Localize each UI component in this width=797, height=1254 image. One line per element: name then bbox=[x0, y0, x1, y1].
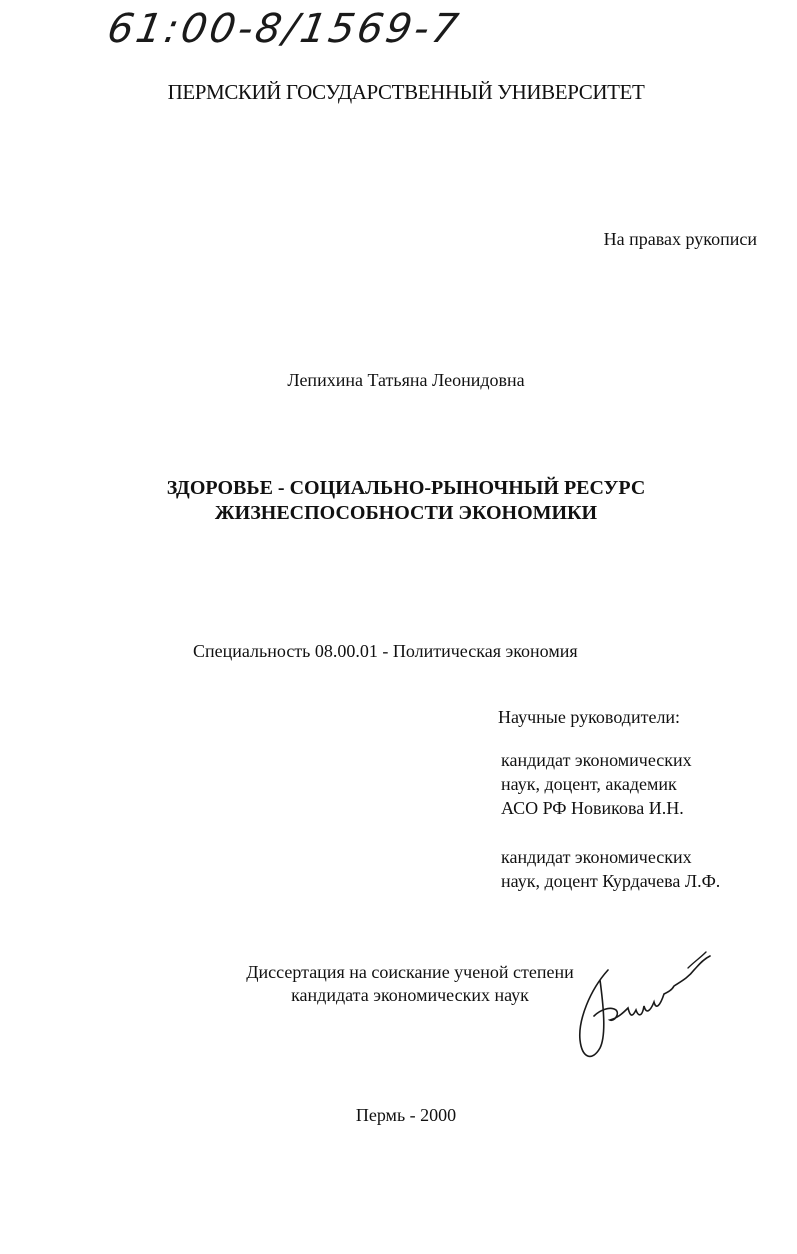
specialty: Специальность 08.00.01 - Политическая экономия bbox=[193, 641, 578, 661]
supervisor-first-line-3: АСО РФ Новикова И.Н. bbox=[501, 798, 684, 818]
degree-line-2: кандидата экономических наук bbox=[291, 985, 529, 1005]
handwritten-signature-icon bbox=[570, 940, 720, 1065]
title-line-1: ЗДОРОВЬЕ - СОЦИАЛЬНО-РЫНОЧНЫЙ РЕСУРС bbox=[166, 477, 646, 499]
supervisors-heading: Научные руководители: bbox=[498, 707, 681, 727]
supervisor-first bbox=[501, 748, 692, 820]
author-name: Лепихина Татьяна Леонидовна bbox=[287, 370, 525, 390]
rights-note: На правах рукописи bbox=[603, 229, 757, 249]
dissertation-title bbox=[0, 476, 797, 526]
supervisor-second bbox=[501, 845, 720, 893]
supervisor-second-line-2: наук, доцент Курдачева Л.Ф. bbox=[501, 871, 721, 891]
degree-statement bbox=[200, 961, 620, 1007]
city-year: Пермь - 2000 bbox=[355, 1105, 457, 1125]
archive-code: 61:00-8/1569-7 bbox=[103, 6, 465, 52]
university-name: ПЕРМСКИЙ ГОСУДАРСТВЕННЫЙ УНИВЕРСИТЕТ bbox=[167, 80, 645, 104]
supervisor-first-line-1: кандидат экономических bbox=[501, 750, 692, 770]
degree-line-1: Диссертация на соискание ученой степени bbox=[246, 962, 574, 982]
supervisor-first-line-2: наук, доцент, академик bbox=[501, 774, 677, 794]
title-line-2: ЖИЗНЕСПОСОБНОСТИ ЭКОНОМИКИ bbox=[214, 502, 598, 524]
supervisor-second-line-1: кандидат экономических bbox=[501, 847, 692, 867]
